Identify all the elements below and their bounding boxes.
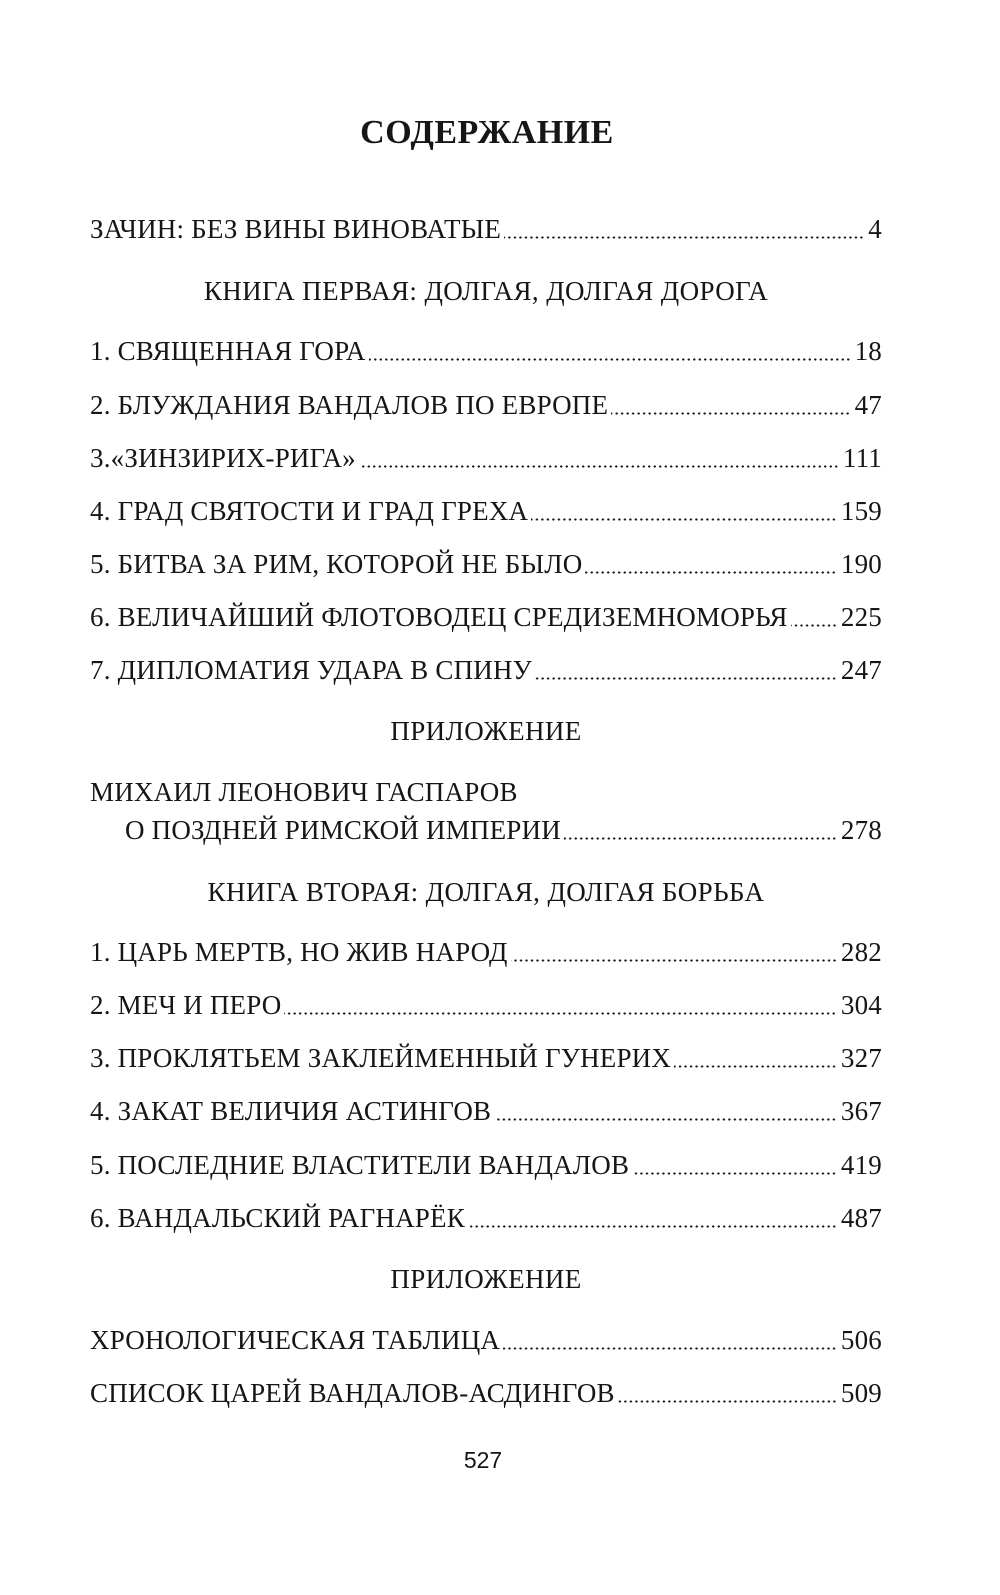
toc-entry-page: 190	[840, 549, 882, 579]
toc-entry-label: 4. ЗАКАТ ВЕЛИЧИЯ АСТИНГОВ	[90, 1096, 492, 1126]
toc-entry	[90, 602, 882, 632]
dot-leader	[632, 1172, 837, 1175]
toc-entry-page: 487	[840, 1203, 882, 1233]
dot-leader	[585, 571, 836, 574]
toc-entry	[90, 1203, 882, 1233]
dot-leader	[468, 1225, 837, 1228]
toc-entry	[90, 1378, 882, 1408]
toc-entry	[90, 990, 882, 1020]
dot-leader	[369, 358, 851, 361]
page-number: 527	[463, 1447, 503, 1473]
page-title: СОДЕРЖАНИЕ	[360, 114, 614, 151]
dot-leader	[504, 236, 864, 239]
book-two-heading: КНИГА ВТОРАЯ: ДОЛГАЯ, ДОЛГАЯ БОРЬБА	[207, 877, 765, 907]
toc-entry	[90, 937, 882, 967]
toc-entry	[90, 443, 882, 473]
dot-leader	[494, 1118, 837, 1121]
toc-entry-label: 2. МЕЧ И ПЕРО	[90, 990, 282, 1020]
dot-leader	[611, 412, 850, 415]
appendix-author: МИХАИЛ ЛЕОНОВИЧ ГАСПАРОВ	[90, 777, 518, 807]
toc-entry-label: 5. БИТВА ЗА РИМ, КОТОРОЙ НЕ БЫЛО	[90, 549, 583, 579]
toc-entry	[90, 1325, 882, 1355]
toc-entry-label: ХРОНОЛОГИЧЕСКАЯ ТАБЛИЦА	[90, 1325, 501, 1355]
toc-entry	[90, 1043, 882, 1073]
toc-entry	[90, 1150, 882, 1180]
toc-entry-label: 1. СВЯЩЕННАЯ ГОРА	[90, 336, 366, 366]
dot-leader	[359, 465, 839, 468]
dot-leader	[531, 518, 837, 521]
toc-entry-label: 6. ВЕЛИЧАЙШИЙ ФЛОТОВОДЕЦ СРЕДИЗЕМНОМОРЬЯ	[90, 602, 788, 632]
toc-entry-label: 4. ГРАД СВЯТОСТИ И ГРАД ГРЕХА	[90, 496, 529, 526]
toc-entry-label: 7. ДИПЛОМАТИЯ УДАРА В СПИНУ	[90, 655, 533, 685]
toc-entry-page: 4	[868, 214, 882, 244]
toc-entry-page: 304	[840, 990, 882, 1020]
dot-leader	[511, 959, 837, 962]
toc-entry-page: 47	[854, 390, 882, 420]
toc-entry-label: 5. ПОСЛЕДНИЕ ВЛАСТИТЕЛИ ВАНДАЛОВ	[90, 1150, 630, 1180]
dot-leader	[674, 1065, 837, 1068]
toc-entry	[90, 496, 882, 526]
toc-entry-label: ЗАЧИН: БЕЗ ВИНЫ ВИНОВАТЫЕ	[90, 214, 502, 244]
toc-entry-page: 225	[840, 602, 882, 632]
dot-leader	[564, 837, 837, 840]
dot-leader	[535, 677, 837, 680]
dot-leader	[284, 1012, 836, 1015]
toc-entry	[90, 390, 882, 420]
toc-entry-page: 419	[840, 1150, 882, 1180]
dot-leader	[503, 1347, 837, 1350]
toc-entry	[90, 655, 882, 685]
dot-leader	[618, 1400, 837, 1403]
appendix-two-heading: ПРИЛОЖЕНИЕ	[390, 1264, 582, 1294]
toc-entry-page: 367	[840, 1096, 882, 1126]
toc-entry-page: 111	[842, 443, 882, 473]
toc-entry-intro	[90, 214, 882, 244]
toc-entry-label: 6. ВАНДАЛЬСКИЙ РАГНАРЁК	[90, 1203, 465, 1233]
toc-entry-page: 18	[854, 336, 882, 366]
toc-entry-page: 506	[840, 1325, 882, 1355]
dot-leader	[791, 624, 837, 627]
toc-entry-page: 159	[840, 496, 882, 526]
toc-entry-page: 282	[840, 937, 882, 967]
toc-entry	[90, 336, 882, 366]
toc-entry-page: 278	[840, 815, 882, 845]
toc-entry-page: 327	[840, 1043, 882, 1073]
toc-entry-label: О ПОЗДНЕЙ РИМСКОЙ ИМПЕРИИ	[125, 815, 561, 845]
toc-entry-label: 2. БЛУЖДАНИЯ ВАНДАЛОВ ПО ЕВРОПЕ	[90, 390, 609, 420]
toc-entry-label: 1. ЦАРЬ МЕРТВ, НО ЖИВ НАРОД	[90, 937, 508, 967]
toc-entry-label: 3. ПРОКЛЯТЬЕМ ЗАКЛЕЙМЕННЫЙ ГУНЕРИХ	[90, 1043, 672, 1073]
toc-entry	[90, 1096, 882, 1126]
toc-entry-label: 3.«ЗИНЗИРИХ-РИГА»	[90, 443, 356, 473]
toc-entry-page: 509	[840, 1378, 882, 1408]
toc-entry	[90, 549, 882, 579]
book-one-heading: КНИГА ПЕРВАЯ: ДОЛГАЯ, ДОЛГАЯ ДОРОГА	[203, 276, 769, 306]
toc-entry-label: СПИСОК ЦАРЕЙ ВАНДАЛОВ-АСДИНГОВ	[90, 1378, 615, 1408]
appendix-one-heading: ПРИЛОЖЕНИЕ	[390, 716, 582, 746]
toc-entry-page: 247	[840, 655, 882, 685]
toc-entry-appendix	[125, 815, 882, 845]
